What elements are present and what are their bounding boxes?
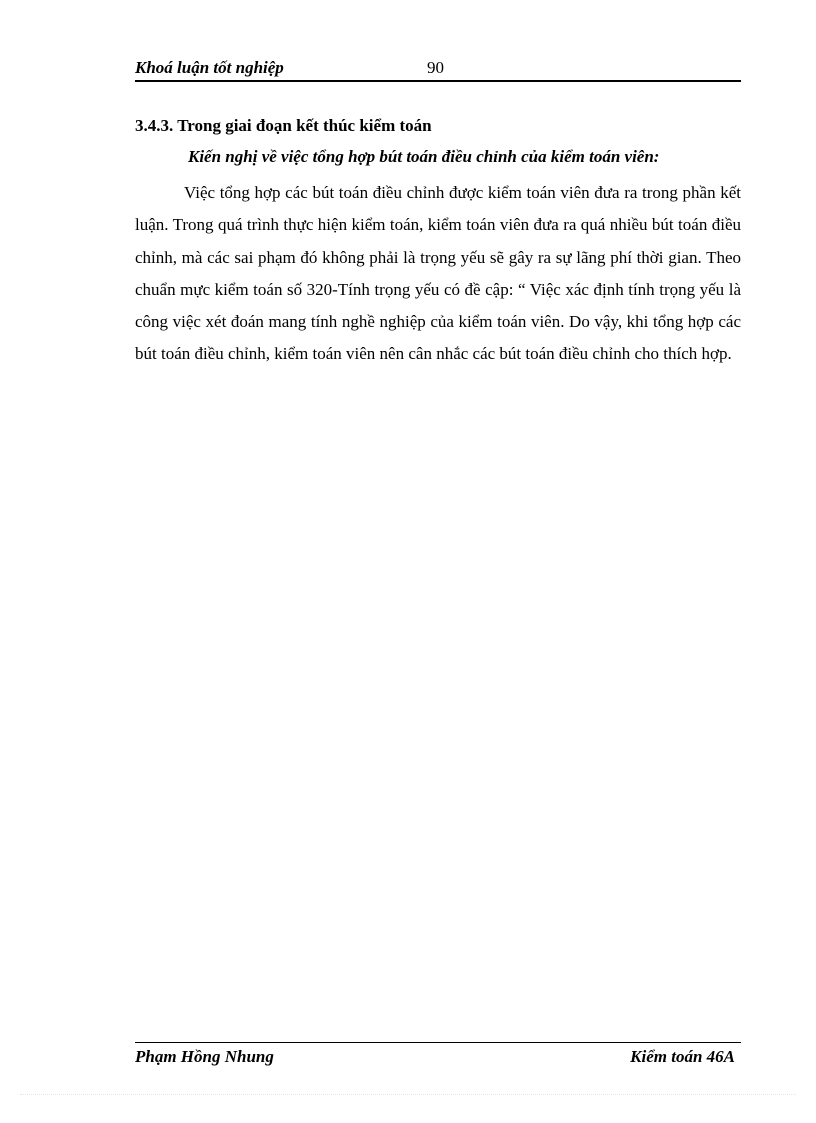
page-header: [135, 58, 741, 82]
footer-author: Phạm Hồng Nhung: [135, 1047, 274, 1066]
footer-class: Kiểm toán 46A: [630, 1047, 735, 1066]
header-title: Khoá luận tốt nghiệp: [135, 58, 284, 77]
subheading: Kiến nghị về việc tổng hợp bút toán điều chỉnh của kiểm toán viên:: [188, 147, 660, 166]
page-edge-divider: [20, 1094, 796, 1095]
section-heading: 3.4.3. Trong giai đoạn kết thúc kiểm toán: [135, 116, 432, 135]
body-paragraph: Việc tổng hợp các bút toán điều chỉnh được kiểm toán viên đưa ra trong phần kết luận. Trong quá trình thực hiện kiểm toán, kiểm toán viên đưa ra quá nhiều bút toán điều chỉnh, mà các sai phạm đó không phải là trọng yếu sẽ gây ra sự lãng phí thời gian. Theo chuẩn mực kiểm toán số 320-Tính trọng yếu có đề cập: “ Việc xác định tính trọng yếu là công việc xét đoán mang tính nghề nghiệp của kiểm toán viên. Do vậy, khi tổng hợp các bút toán điều chỉnh, kiểm toán viên nên cân nhắc các bút toán điều chỉnh cho thích hợp.: [135, 183, 741, 364]
page-number: 90: [427, 58, 444, 77]
page-footer: [135, 1042, 741, 1069]
